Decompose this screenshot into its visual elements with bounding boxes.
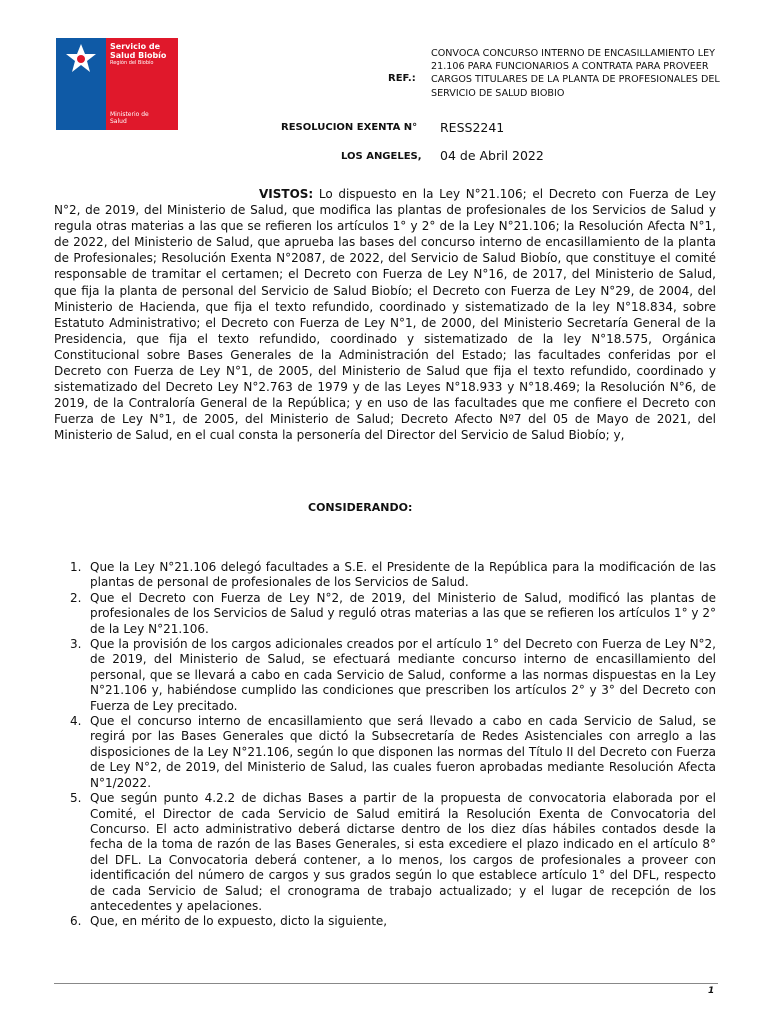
- resolucion-value: RESS2241: [440, 120, 505, 135]
- item-number: 5.: [70, 791, 82, 806]
- item-number: 1.: [70, 560, 82, 574]
- vistos-paragraph: [54, 186, 716, 444]
- item-text: Que la Ley N°21.106 delegó facultades a S.E. el Presidente de la República para la modificación de las plantas de personal de profesionales de los Servicios de Salud.: [90, 560, 716, 590]
- item-number: 6.: [70, 914, 82, 929]
- coat-of-arms-icon: [62, 42, 100, 78]
- logo-line-2: Salud Biobío: [110, 51, 167, 60]
- list-item: [70, 914, 716, 929]
- resolucion-label: RESOLUCION EXENTA N°: [281, 122, 418, 133]
- logo-line-5: Salud: [110, 118, 127, 125]
- footer-divider: [54, 983, 718, 984]
- servicio-salud-logo: [56, 38, 178, 130]
- item-text: Que según punto 4.2.2 de dichas Bases a partir de la propuesta de convocatoria elaborada por el Comité, el Director de cada Servicio de Salud emitirá la Resolución Exenta de Convocatoria del Concurso. El acto administrativo deberá dictarse dentro de los diez días hábiles contados desde la fecha de la toma de razón de las Bases Generales, si esta excediere el plazo indicado en el artículo 8° del DFL. La Convocatoria deberá contener, a lo menos, los cargos de profesionales a proveer con identificación del número de cargos y sus grados según lo que establece artículo 1° del DFL, respecto de cada Servicio de Salud; el cronograma de trabajo actualizado; y el lugar de recepción de los antecedentes y apelaciones.: [90, 791, 716, 913]
- list-item: [70, 637, 716, 714]
- date-value: 04 de Abril 2022: [440, 148, 544, 163]
- logo-line-4: Ministerio de: [110, 111, 149, 118]
- considerando-title: CONSIDERANDO:: [308, 501, 413, 514]
- list-item: [70, 714, 716, 791]
- logo-blue-panel: [56, 38, 106, 130]
- item-text: Que el concurso interno de encasillamiento que será llevado a cabo en cada Servicio de Salud, se regirá por las Bases Generales que dictó la Subsecretaría de Redes Asistenciales con arreglo a las disposiciones de la Ley N°21.106, según lo que disponen las normas del Título II del Decreto con Fuerza de Ley N°2, de 2019, del Ministerio de Salud, las cuales fueron aprobadas mediante Resolución Afecta N°1/2022.: [90, 714, 716, 790]
- ref-text: CONVOCA CONCURSO INTERNO DE ENCASILLAMIENTO LEY 21.106 PARA FUNCIONARIOS A CONTRATA PARA PROVEER CARGOS TITULARES DE LA PLANTA DE PROFESIONALES DEL SERVICIO DE SALUD BIOBIO: [431, 48, 720, 99]
- item-text: Que la provisión de los cargos adicionales creados por el artículo 1° del Decreto con Fuerza de Ley N°2, de 2019, del Ministerio de Salud, se efectuará mediante concurso interno de encasillamiento del personal, que se llevará a cabo en cada Servicio de Salud, conforme a las normas dispuestas en la Ley N°21.106 y, habiéndose cumplido las condiciones que prescriben los artículos 2° y 3° del Decreto con Fuerza de Ley precitado.: [90, 637, 716, 713]
- considerando-list: [70, 560, 716, 930]
- list-item: [70, 590, 716, 637]
- vistos-text: Lo dispuesto en la Ley N°21.106; el Decreto con Fuerza de Ley N°2, de 2019, del Ministerio de Salud, que modifica las plantas de profesionales de los Servicios de Salud y regula otras materias a las que se refieren los artículos 1° y 2° de la Ley N°21.106; la Resolución Afecta N°1, de 2022, del Ministerio de Salud, que aprueba las bases del concurso interno de encasillamiento de la planta de Profesionales; Resolución Exenta N°2087, de 2022, del Servicio de Salud Biobío, que constituye el comité responsable de tramitar el certamen; el Decreto con Fuerza de Ley N°16, de 2017, del Ministerio de Salud, que fija la planta de personal del Servicio de Salud Biobío; el Decreto con Fuerza de Ley N°29, de 2004, del Ministerio de Hacienda, que fija el texto refundido, coordinado y sistematizado de la ley N°18.834, sobre Estatuto Administrativo; el Decreto con Fuerza de Ley N°1, de 2000, del Ministerio Secretaría General de la Presidencia, que fija el texto refundido, coordinado y sistematizado de la ley N°18.575, Orgánica Constitucional sobre Bases Generales de la Administración del Estado; las facultades conferidas por el Decreto con Fuerza de Ley N°1, de 2005, del Ministerio de Salud que fija el texto refundido, coordinado y sistematizado del Decreto Ley N°2.763 de 1979 y de las Leyes N°18.933 y N°18.469; la Resolución N°6, de 2019, de la Contraloría General de la República; y en uso de las facultades que me confiere el Decreto con Fuerza de Ley N°1, de 2005, del Ministerio de Salud; Decreto Afecto Nº7 del 05 de Mayo de 2021, del Ministerio de Salud, en el cual consta la personería del Director del Servicio de Salud Biobío; y,: [54, 187, 716, 443]
- list-item: [70, 791, 716, 914]
- list-item: [70, 560, 716, 591]
- item-text: Que el Decreto con Fuerza de Ley N°2, de 2019, del Ministerio de Salud, modificó las plantas de profesionales de los Servicios de Salud y reguló otras materias a las que se refieren los artículos 1° y 2° de la Ley N°21.106.: [90, 590, 716, 636]
- item-number: 4.: [70, 714, 82, 729]
- item-number: 3.: [70, 637, 82, 652]
- logo-region: Región del Biobío: [110, 60, 154, 66]
- vistos-label: VISTOS:: [259, 187, 314, 201]
- logo-title: [110, 42, 166, 60]
- item-number: 2.: [70, 590, 82, 605]
- logo-line-1: Servicio de: [110, 42, 161, 51]
- item-text: Que, en mérito de lo expuesto, dicto la siguiente,: [90, 914, 388, 929]
- page-number: 1: [708, 986, 715, 996]
- ref-label: REF.:: [388, 73, 416, 84]
- logo-ministry: [110, 111, 149, 125]
- location-label: LOS ANGELES,: [341, 151, 422, 162]
